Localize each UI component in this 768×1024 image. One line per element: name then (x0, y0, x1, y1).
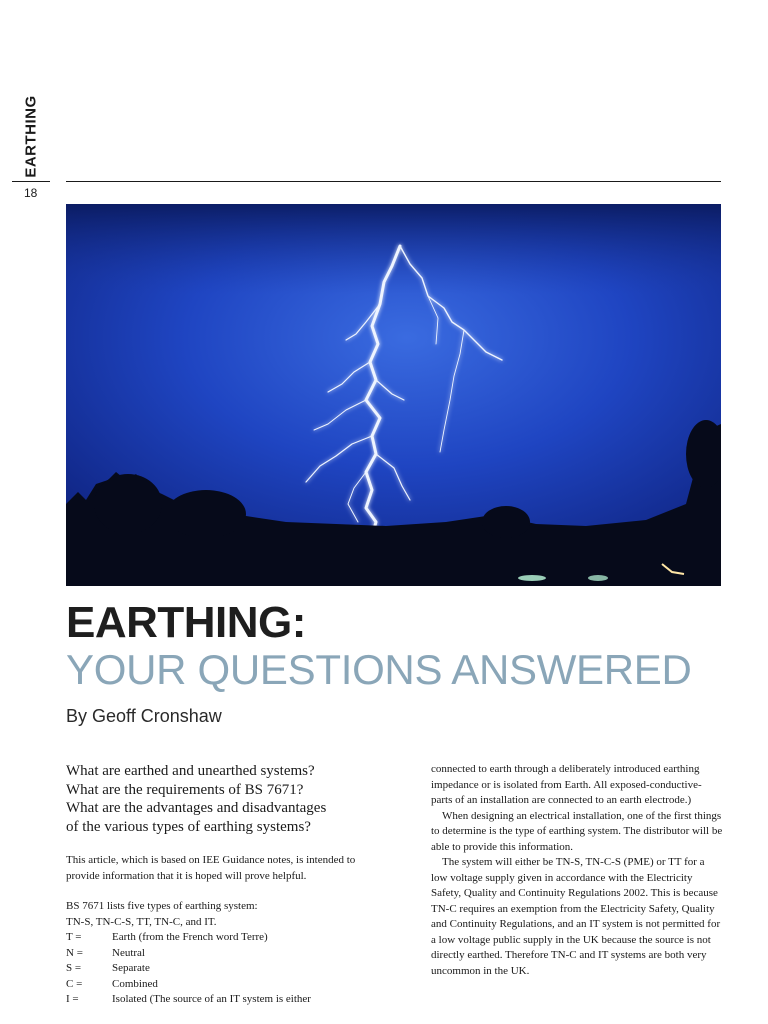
intro-line: What are the advantages and disadvantages (66, 800, 327, 816)
definition-value: Isolated (The source of an IT system is either (112, 993, 311, 1005)
body-paragraph: connected to earth through a deliberately introduced earthing impedance or is isolated from Earth. All exposed-conductive-parts of an installation are connected to an earth electrode.) (431, 763, 702, 806)
earthing-types-intro (66, 899, 396, 930)
body-line: BS 7671 lists five types of earthing system: (66, 900, 258, 912)
right-column (431, 762, 723, 979)
definition-row (66, 977, 396, 993)
definition-list (66, 930, 396, 1008)
definition-key: T = (66, 931, 82, 943)
article-title: EARTHING: (66, 598, 306, 647)
definition-value: Earth (from the French word Terre) (112, 931, 268, 943)
definition-key: N = (66, 946, 83, 959)
byline: By Geoff Cronshaw (66, 706, 222, 726)
body-line: TN-S, TN-C-S, TT, TN-C, and IT. (66, 915, 217, 928)
definition-value: Neutral (112, 946, 145, 959)
header-divider (66, 181, 721, 182)
left-column (66, 762, 396, 1008)
definition-row (66, 946, 396, 962)
definition-key: S = (66, 962, 82, 974)
definition-key: C = (66, 977, 83, 990)
page-number: 18 (24, 186, 38, 200)
side-divider (12, 181, 50, 182)
definition-key: I = (66, 993, 79, 1005)
intro-line: What are earthed and unearthed systems? (66, 763, 315, 779)
definition-row (66, 961, 396, 977)
section-label-text: EARTHING (22, 94, 40, 178)
lightning-image (66, 204, 721, 586)
definition-row (66, 930, 396, 946)
intro-questions (66, 762, 396, 836)
definition-row (66, 992, 396, 1008)
intro-line: of the various types of earthing systems? (66, 818, 311, 835)
definition-value: Combined (112, 977, 158, 990)
lightning-photo (66, 204, 721, 586)
body-paragraph: This article, which is based on IEE Guidance notes, is intended to provide information that it is hoped will prove helpful. (66, 854, 356, 882)
section-label (20, 94, 42, 178)
cloud-band (66, 204, 721, 294)
body-paragraph: When designing an electrical installation, one of the first things to determine is the type of earthing system. The distributor will be able to provide this information. (431, 809, 723, 853)
intro-line: What are the requirements of BS 7671? (66, 781, 304, 798)
definition-value: Separate (112, 962, 150, 974)
body-paragraph: The system will either be TN-S, TN-C-S (PME) or TT for a low voltage supply given in accordance with the Electricity Safety, Quality and Continuity Regulations 2002. This is because TN-C requires an exemption from the Electricity Safety, Quality and Continuity Regulations, and an IT system is not permitted for a low voltage public supply in the UK because the source is not directly earthed. Therefore TN-C and IT systems are both very uncommon in the UK. (431, 856, 721, 977)
article-subtitle: YOUR QUESTIONS ANSWERED (66, 646, 692, 693)
